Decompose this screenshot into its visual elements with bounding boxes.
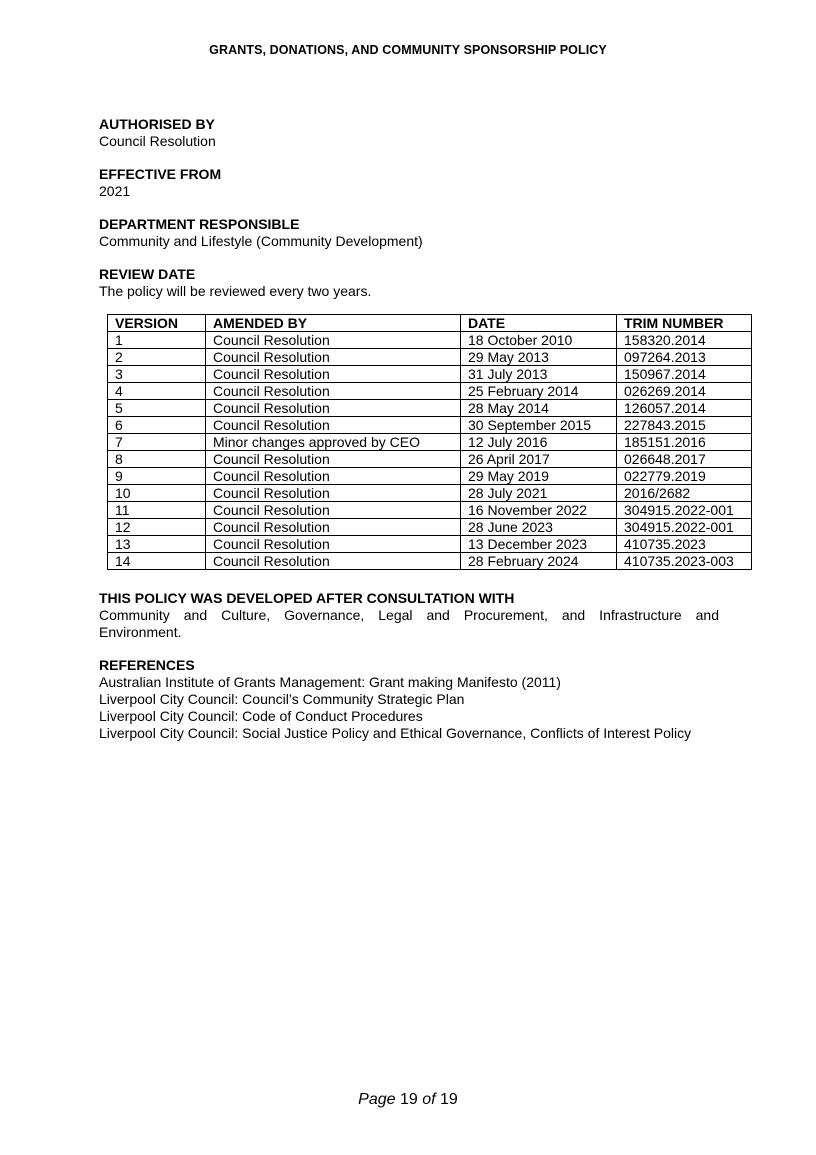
version-cell: 14 (108, 553, 206, 570)
references-section (99, 657, 719, 742)
trim-number-cell: 026648.2017 (617, 451, 752, 468)
references-heading: REFERENCES (99, 657, 195, 673)
table-row (108, 519, 752, 536)
authorised-by-heading: AUTHORISED BY (99, 116, 215, 132)
trim-number-cell: 304915.2022-001 (617, 519, 752, 536)
date-cell: 13 December 2023 (461, 536, 617, 553)
table-row (108, 485, 752, 502)
date-cell: 25 February 2014 (461, 383, 617, 400)
version-cell: 2 (108, 349, 206, 366)
page-number-footer (0, 1091, 816, 1109)
trim-number-cell: 158320.2014 (617, 332, 752, 349)
department-heading: DEPARTMENT RESPONSIBLE (99, 216, 300, 232)
date-cell: 29 May 2013 (461, 349, 617, 366)
page-header: GRANTS, DONATIONS, AND COMMUNITY SPONSORSHIP POLICY (209, 43, 607, 57)
date-cell: 31 July 2013 (461, 366, 617, 383)
date-cell: 16 November 2022 (461, 502, 617, 519)
column-header-date: DATE (461, 315, 617, 332)
date-cell: 30 September 2015 (461, 417, 617, 434)
amended-by-cell: Council Resolution (206, 519, 461, 536)
column-header-version: VERSION (108, 315, 206, 332)
amended-by-cell: Council Resolution (206, 553, 461, 570)
table-row (108, 553, 752, 570)
column-header-amended-by: AMENDED BY (206, 315, 461, 332)
authorised-by-section (99, 116, 719, 150)
version-cell: 11 (108, 502, 206, 519)
policy-details (99, 116, 719, 316)
trim-number-cell: 097264.2013 (617, 349, 752, 366)
version-cell: 9 (108, 468, 206, 485)
amended-by-cell: Council Resolution (206, 383, 461, 400)
date-cell: 28 May 2014 (461, 400, 617, 417)
review-date-section (99, 266, 719, 300)
total-page-count: 19 (440, 1091, 458, 1108)
reference-item: Liverpool City Council: Council’s Community Strategic Plan (99, 691, 465, 707)
trim-number-cell: 185151.2016 (617, 434, 752, 451)
trim-number-cell: 126057.2014 (617, 400, 752, 417)
version-cell: 1 (108, 332, 206, 349)
version-cell: 8 (108, 451, 206, 468)
amended-by-cell: Council Resolution (206, 417, 461, 434)
version-cell: 10 (108, 485, 206, 502)
trim-number-cell: 227843.2015 (617, 417, 752, 434)
consultation-text-line-2: Environment. (99, 624, 182, 640)
amended-by-cell: Council Resolution (206, 468, 461, 485)
date-cell: 29 May 2019 (461, 468, 617, 485)
amended-by-cell: Council Resolution (206, 502, 461, 519)
amended-by-cell: Council Resolution (206, 451, 461, 468)
table-row (108, 366, 752, 383)
amended-by-cell: Council Resolution (206, 485, 461, 502)
table-row (108, 383, 752, 400)
consultation-section (99, 590, 719, 641)
table-row (108, 502, 752, 519)
table-row (108, 349, 752, 366)
table-row (108, 332, 752, 349)
date-cell: 26 April 2017 (461, 451, 617, 468)
effective-from-heading: EFFECTIVE FROM (99, 166, 222, 182)
trim-number-cell: 304915.2022-001 (617, 502, 752, 519)
review-date-value: The policy will be reviewed every two years. (99, 283, 372, 299)
consultation-text-line-1: Community and Culture, Governance, Legal and Procurement, and Infrastructure and (99, 607, 719, 623)
policy-notes (99, 590, 719, 758)
table-row (108, 468, 752, 485)
of-word: of (422, 1091, 436, 1108)
trim-number-cell: 022779.2019 (617, 468, 752, 485)
reference-item: Australian Institute of Grants Management: Grant making Manifesto (2011) (99, 674, 561, 690)
table-header-row (108, 315, 752, 332)
version-cell: 6 (108, 417, 206, 434)
version-cell: 5 (108, 400, 206, 417)
effective-from-section (99, 166, 719, 200)
department-section (99, 216, 719, 250)
trim-number-cell: 026269.2014 (617, 383, 752, 400)
version-cell: 3 (108, 366, 206, 383)
table-row (108, 434, 752, 451)
amended-by-cell: Council Resolution (206, 349, 461, 366)
amended-by-cell: Council Resolution (206, 332, 461, 349)
amended-by-cell: Council Resolution (206, 400, 461, 417)
column-header-trim-number: TRIM NUMBER (617, 315, 752, 332)
date-cell: 12 July 2016 (461, 434, 617, 451)
version-history-table (107, 314, 752, 570)
version-cell: 4 (108, 383, 206, 400)
version-cell: 7 (108, 434, 206, 451)
amended-by-cell: Minor changes approved by CEO (206, 434, 461, 451)
current-page-number: 19 (399, 1091, 418, 1108)
trim-number-cell: 410735.2023 (617, 536, 752, 553)
reference-item: Liverpool City Council: Social Justice Policy and Ethical Governance, Conflicts of Interest Policy (99, 725, 692, 741)
trim-number-cell: 2016/2682 (617, 485, 752, 502)
version-cell: 12 (108, 519, 206, 536)
trim-number-cell: 410735.2023-003 (617, 553, 752, 570)
version-cell: 13 (108, 536, 206, 553)
page-word: Page (358, 1091, 396, 1108)
trim-number-cell: 150967.2014 (617, 366, 752, 383)
date-cell: 28 February 2024 (461, 553, 617, 570)
effective-from-value: 2021 (99, 183, 131, 199)
authorised-by-value: Council Resolution (99, 133, 216, 149)
table-row (108, 400, 752, 417)
amended-by-cell: Council Resolution (206, 366, 461, 383)
amended-by-cell: Council Resolution (206, 536, 461, 553)
date-cell: 18 October 2010 (461, 332, 617, 349)
date-cell: 28 June 2023 (461, 519, 617, 536)
table-row (108, 451, 752, 468)
department-value: Community and Lifestyle (Community Development) (99, 233, 423, 249)
review-date-heading: REVIEW DATE (99, 266, 196, 282)
reference-item: Liverpool City Council: Code of Conduct Procedures (99, 708, 423, 724)
table-row (108, 417, 752, 434)
date-cell: 28 July 2021 (461, 485, 617, 502)
consultation-heading: THIS POLICY WAS DEVELOPED AFTER CONSULTATION WITH (99, 590, 515, 606)
table-row (108, 536, 752, 553)
